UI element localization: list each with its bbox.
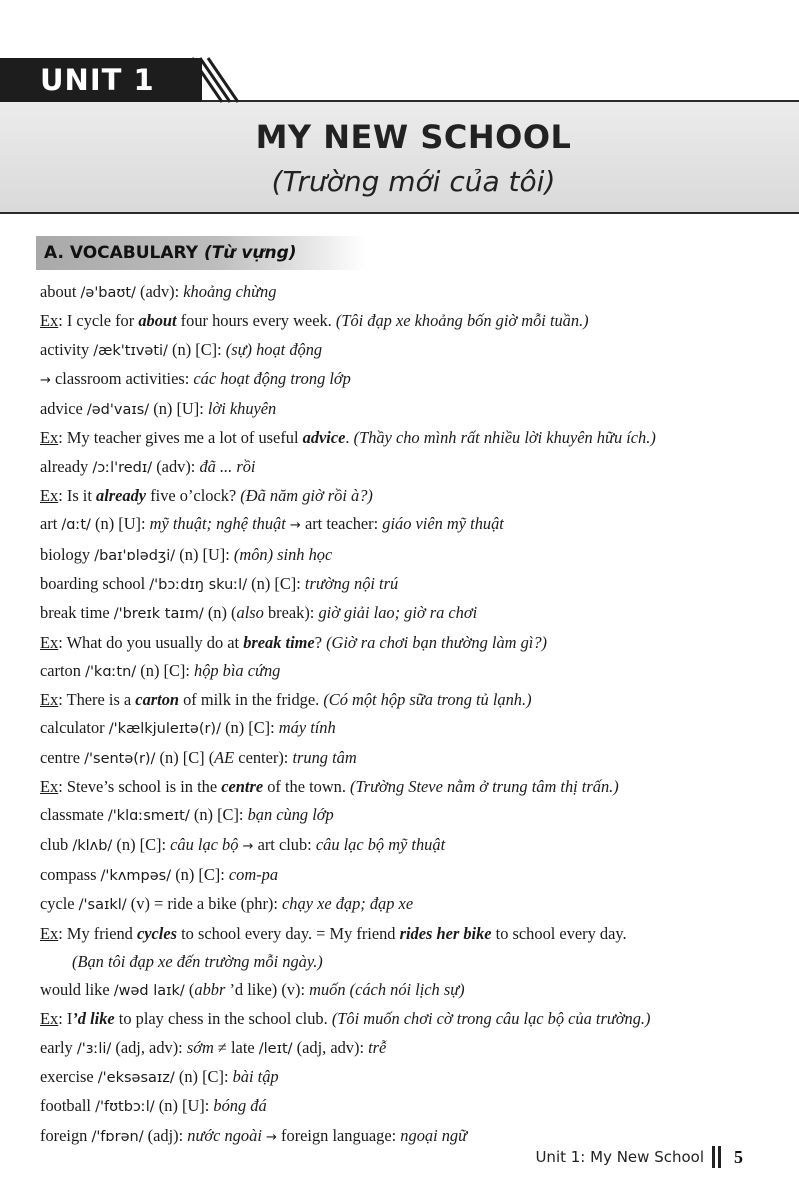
vocab-line [40, 424, 780, 452]
line-text: (n) [C]: [167, 339, 226, 359]
vocab-line [40, 599, 780, 628]
line-text: to play chess in the school club. [114, 1009, 332, 1029]
vocab-line [40, 1092, 780, 1121]
line-text: (adv): [152, 456, 200, 476]
line-text: football [40, 1096, 96, 1116]
translation-text: khoảng chừng [183, 282, 277, 301]
vocab-line [40, 976, 780, 1005]
line-text: (n) [C]: [247, 573, 305, 593]
line-text: to school every day. [491, 923, 627, 943]
translation-text: câu lạc bộ [170, 834, 239, 854]
vocab-line [40, 307, 780, 335]
line-text: early [40, 1037, 77, 1057]
line-text: art [40, 514, 62, 534]
translation-text: (Tôi muốn chơi cờ trong câu lạc bộ của trường.) [331, 1009, 651, 1029]
highlighted-word: ’d like [72, 1009, 115, 1029]
vocab-line [40, 861, 780, 890]
vocab-line [40, 714, 780, 743]
line-text: carton [40, 660, 86, 680]
line-text: foreign [40, 1125, 92, 1145]
example-label: Ex [40, 486, 59, 506]
line-text: exercise [40, 1067, 98, 1087]
translation-text: mỹ thuật; nghệ thuật [149, 514, 286, 534]
section-label-vi: (Từ vựng) [203, 243, 297, 263]
vocab-line [40, 1034, 780, 1063]
line-text: : What do you usually do at [58, 632, 244, 652]
highlighted-word: cycles [136, 923, 178, 943]
translation-text: bạn cùng lớp [247, 805, 334, 825]
pronunciation: /'klɑːsmeɪt/ [107, 808, 190, 825]
translation-text: com-pa [228, 864, 279, 884]
example-label: Ex [40, 428, 59, 448]
translation-text: AE [214, 747, 235, 767]
line-text: art teacher: [304, 514, 383, 534]
vocab-line [40, 773, 780, 801]
pronunciation: /æk'tɪvəti/ [93, 342, 168, 359]
line-text: classroom activities: [50, 368, 194, 388]
line-text: would like [40, 980, 114, 1000]
pronunciation: /'eksəsaɪz/ [97, 1070, 175, 1087]
vocab-line [40, 801, 780, 830]
example-label: Ex [40, 777, 59, 797]
pronunciation: /əd'vaɪs/ [86, 402, 150, 419]
vocab-line [40, 278, 780, 307]
pronunciation: /'kælkjuleɪtə(r)/ [108, 721, 221, 738]
highlighted-word: rides her bike [399, 923, 492, 943]
example-label: Ex [40, 632, 59, 652]
translation-text: nước ngoài [187, 1125, 262, 1145]
pronunciation: /'breɪk taɪm/ [113, 606, 204, 623]
line-text: break): [263, 603, 319, 623]
pronunciation: /'sentə(r)/ [84, 750, 156, 767]
translation-text: đã ... rồi [199, 456, 256, 476]
line-text: (n) [C]: [189, 805, 248, 825]
line-text: activity [40, 339, 94, 359]
pronunciation: /ɑːt/ [61, 517, 91, 534]
line-text: ’d like) (v): [225, 980, 310, 1000]
line-text: (adj): [143, 1125, 188, 1145]
line-text: of the town. [263, 777, 351, 797]
translation-text: sớm [186, 1037, 214, 1057]
translation-text: máy tính [278, 718, 336, 738]
pronunciation: /'fɒrən/ [91, 1128, 144, 1145]
vocab-line [40, 744, 780, 773]
line-text: biology [40, 544, 95, 564]
line-text: : My friend [58, 923, 137, 943]
line-text: of milk in the fridge. [179, 690, 324, 710]
footer-label: Unit 1: My New School [535, 1148, 704, 1166]
vocab-line [40, 336, 780, 365]
line-text: break time [40, 603, 114, 623]
vocabulary-list [40, 278, 780, 1152]
line-text: (adj, adv): [292, 1037, 369, 1057]
line-text: five o’clock? [146, 486, 241, 506]
pronunciation: /klʌb/ [72, 837, 113, 854]
header-rule-bottom [0, 212, 799, 214]
translation-text: giáo viên mỹ thuật [382, 514, 504, 534]
vocab-line [40, 453, 780, 482]
vocab-line [40, 629, 780, 657]
vocab-line [40, 686, 780, 714]
line-text: already [40, 456, 93, 476]
line-text: (n) [U]: [154, 1096, 214, 1116]
highlighted-word: already [96, 486, 147, 506]
line-text: : I cycle for [58, 311, 139, 331]
line-text: compass [40, 864, 101, 884]
vocab-line [40, 1063, 780, 1092]
line-text: advice [40, 399, 87, 419]
line-text: (n) [C]: [136, 660, 194, 680]
line-text: (n) [C]: [112, 834, 171, 854]
line-text: : Is it [58, 486, 97, 506]
translation-text: (sự) hoạt động [225, 339, 323, 359]
vocab-line [40, 1005, 780, 1033]
pronunciation: /wəd laɪk/ [113, 983, 185, 1000]
line-text: club [40, 834, 73, 854]
translation-text: (Đã năm giờ rồi à?) [240, 486, 373, 506]
page-number: 5 [734, 1146, 743, 1167]
pronunciation: /'kʌmpəs/ [100, 867, 172, 884]
line-text: (n) [U]: [175, 544, 234, 564]
page-footer [535, 1145, 743, 1169]
line-text: (adj, adv): [111, 1037, 187, 1057]
section-label: A. VOCABULARY [44, 243, 199, 263]
translation-text: trễ [368, 1037, 387, 1057]
vocab-line [40, 948, 780, 976]
line-text: (adv): [135, 282, 184, 301]
highlighted-word: carton [135, 690, 180, 710]
line-text: foreign language: [281, 1125, 401, 1145]
line-text: (n) [C]: [220, 718, 279, 738]
translation-text: trung tâm [292, 747, 357, 767]
vocab-line [40, 541, 780, 570]
pronunciation: /ə'baʊt/ [80, 285, 136, 301]
arrow-icon: → [40, 372, 51, 388]
vocab-line [40, 395, 780, 424]
line-text: centre [40, 747, 85, 767]
translation-text: (Có một hộp sữa trong tủ lạnh.) [323, 690, 532, 710]
vocab-line [40, 831, 780, 861]
line-text: to school every day. = My friend [177, 923, 400, 943]
translation-text: (Thầy cho mình rất nhiều lời khuyên hữu ích.) [353, 428, 656, 448]
vocab-line [40, 510, 780, 540]
example-label: Ex [40, 923, 59, 943]
translation-text: giờ giải lao; giờ ra chơi [318, 603, 478, 623]
arrow-icon: → [238, 838, 258, 854]
translation-text: (môn) sinh học [233, 544, 333, 564]
line-text: ≠ late [213, 1037, 259, 1057]
unit-label: UNIT 1 [0, 58, 202, 102]
line-text: classmate [40, 805, 108, 825]
translation-text: chạy xe đạp; đạp xe [282, 894, 414, 914]
line-text: : There is a [58, 690, 136, 710]
page-subtitle: (Trường mới của tôi) [271, 165, 556, 198]
translation-text: (Trường Steve nằm ở trung tâm thị trấn.) [350, 777, 619, 797]
highlighted-word: advice [302, 428, 346, 448]
line-text: center): [234, 747, 293, 767]
translation-text: also [236, 603, 264, 623]
arrow-icon: → [285, 518, 305, 534]
line-text: boarding school [40, 573, 150, 593]
arrow-icon: → [261, 1129, 282, 1145]
line-text: about [40, 282, 81, 301]
translation-text: muốn (cách nói lịch sự) [309, 980, 465, 1000]
vocab-line [40, 365, 780, 395]
line-text: ( [184, 980, 195, 1000]
pronunciation: /'fʊtbɔːl/ [95, 1099, 155, 1116]
highlighted-word: break time [243, 632, 315, 652]
section-heading [36, 236, 366, 270]
line-text: (v) = ride a bike (phr): [126, 894, 283, 914]
translation-text: bóng đá [213, 1096, 267, 1116]
line-text: (n) [U]: [149, 399, 208, 419]
translation-text: (Tôi đạp xe khoảng bốn giờ mỗi tuần.) [335, 311, 589, 331]
example-label: Ex [40, 311, 59, 331]
example-label: Ex [40, 690, 59, 710]
vocab-line [40, 657, 780, 686]
line-text: (n) ( [203, 603, 237, 623]
translation-text: ngoại ngữ [400, 1125, 468, 1145]
highlighted-word: about [138, 311, 177, 331]
vocab-line [40, 482, 780, 510]
line-text: : I [58, 1009, 73, 1029]
line-text: : My teacher gives me a lot of useful [58, 428, 303, 448]
translation-text: bài tập [232, 1067, 279, 1087]
translation-text: lời khuyên [207, 399, 277, 419]
highlighted-word: centre [221, 777, 264, 797]
line-text: calculator [40, 718, 109, 738]
line-text: (n) [C]: [171, 864, 229, 884]
translation-text: abbr [194, 980, 226, 1000]
line-text: (n) [U]: [90, 514, 150, 534]
translation-text: (Giờ ra chơi bạn thường làm gì?) [326, 632, 547, 652]
translation-text: câu lạc bộ mỹ thuật [315, 834, 446, 854]
line-text: art club: [257, 834, 316, 854]
example-label: Ex [40, 1009, 59, 1029]
page-title: MY NEW SCHOOL [255, 118, 572, 156]
pronunciation: /leɪt/ [258, 1040, 293, 1057]
line-text: (n) [C]: [174, 1067, 233, 1087]
translation-text: các hoạt động trong lớp [193, 368, 351, 388]
footer-divider [712, 1146, 722, 1168]
vocab-line [40, 890, 780, 919]
unit-slashes-decoration [186, 56, 242, 104]
translation-text: hộp bìa cứng [194, 660, 281, 680]
line-text: : Steve’s school is in the [58, 777, 222, 797]
translation-text: trường nội trú [304, 573, 399, 593]
line-text: four hours every week. [176, 311, 336, 331]
pronunciation: /ɔːl'redɪ/ [92, 459, 153, 476]
line-text: . [345, 428, 354, 448]
pronunciation: /baɪ'ɒlədʒi/ [94, 547, 176, 564]
translation-text: (Bạn tôi đạp xe đến trường mỗi ngày.) [72, 951, 323, 971]
pronunciation: /'bɔːdɪŋ skuːl/ [149, 576, 248, 593]
pronunciation: /'kɑːtn/ [85, 663, 137, 680]
vocab-line [40, 570, 780, 599]
pronunciation: /'saɪkl/ [78, 897, 127, 914]
pronunciation: /'ɜːli/ [76, 1040, 112, 1057]
line-text: cycle [40, 894, 79, 914]
vocab-line [40, 920, 780, 948]
line-text: ? [314, 632, 327, 652]
line-text: (n) [C] ( [155, 747, 215, 767]
